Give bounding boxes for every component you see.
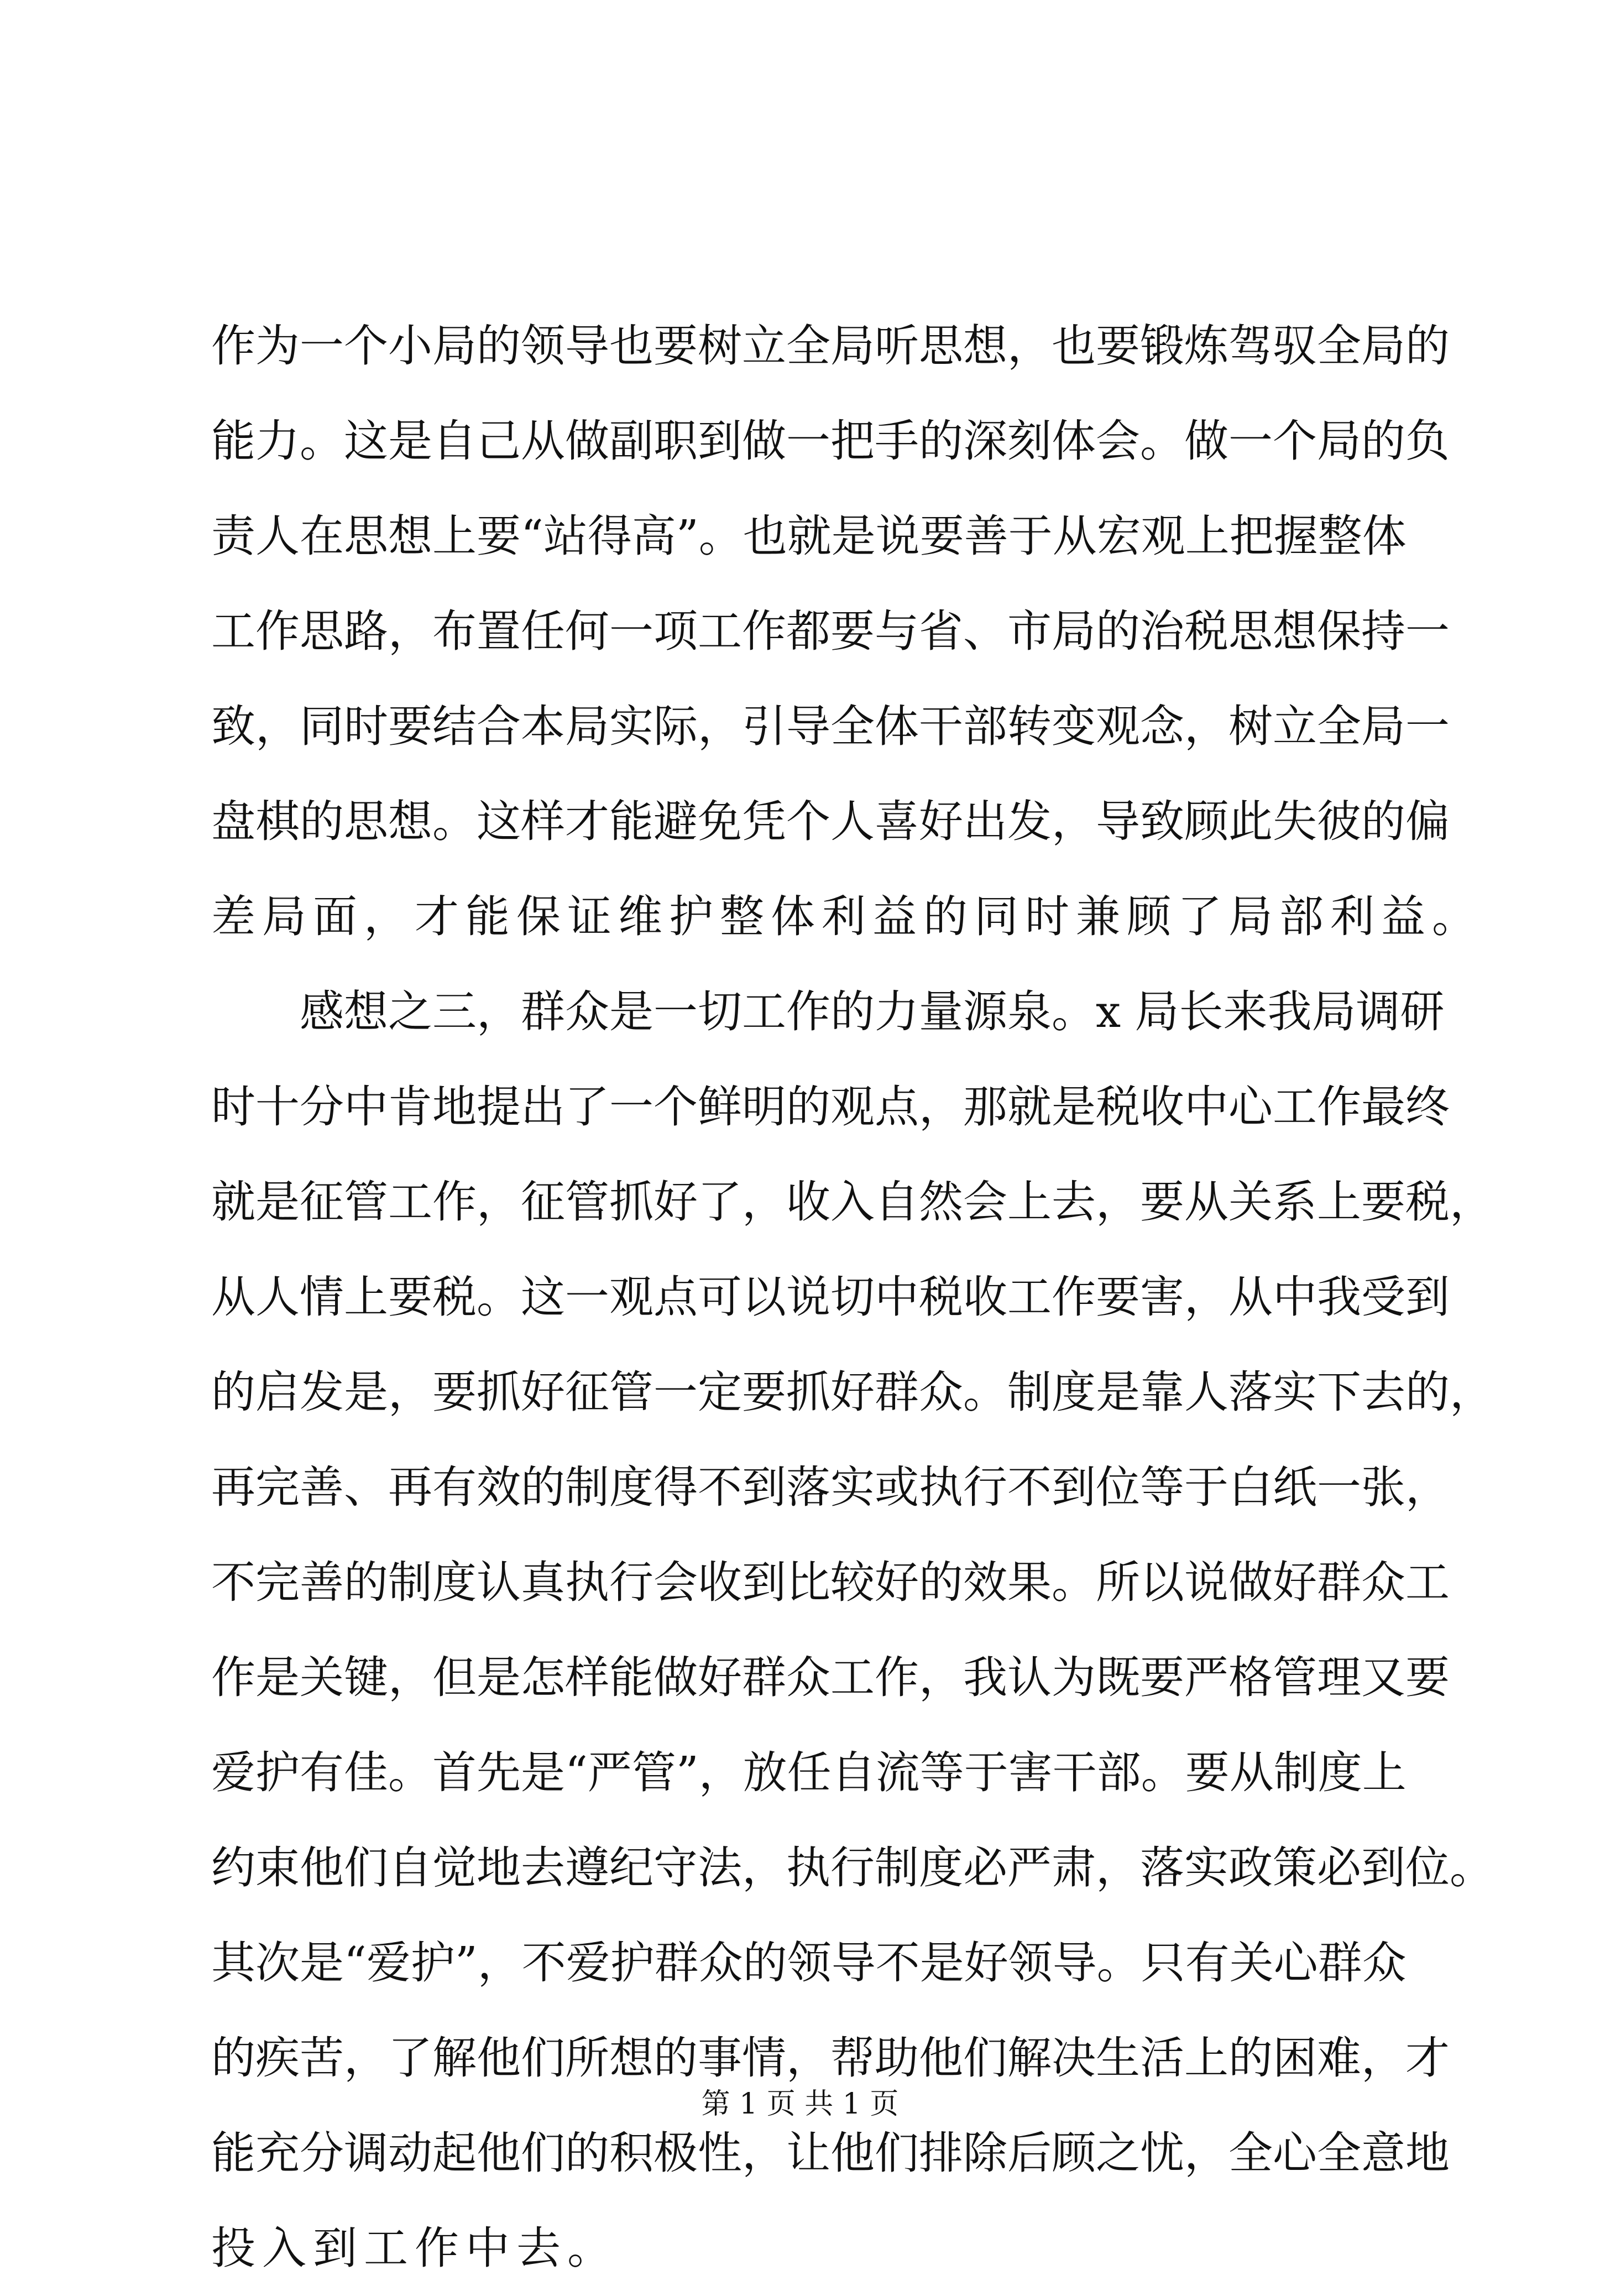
document-body xyxy=(211,299,1494,2296)
text-line: 就是征管工作，征管抓好了，收入自然会上去，要从关系上要税， xyxy=(211,1176,1494,1228)
text-line: 差局面，才能保证维护整体利益的同时兼顾了局部利益。 xyxy=(211,891,1483,942)
page-number-footer: 第 1 页 共 1 页 xyxy=(701,2088,899,2121)
text-line: 的疾苦，了解他们所想的事情，帮助他们解决生活上的困难，才 xyxy=(211,2032,1450,2084)
text-line: 能充分调动起他们的积极性，让他们排除后顾之忧，全心全意地 xyxy=(211,2127,1450,2179)
text-line: 的启发是，要抓好征管一定要抓好群众。制度是靠人落实下去的， xyxy=(211,1366,1494,1418)
text-line: 责人在思想上要“站得高”。也就是说要善于从宏观上把握整体 xyxy=(211,510,1406,562)
text-line: 爱护有佳。首先是“严管”，放任自流等于害干部。要从制度上 xyxy=(211,1747,1406,1798)
text-line: 能力。这是自己从做副职到做一把手的深刻体会。做一个局的负 xyxy=(211,415,1450,467)
text-line: 时十分中肯地提出了一个鲜明的观点，那就是税收中心工作最终 xyxy=(211,1081,1450,1133)
text-line: 作是关键，但是怎样能做好群众工作，我认为既要严格管理又要 xyxy=(211,1652,1450,1703)
text-line: 感想之三，群众是一切工作的力量源泉。x 局长来我局调研 xyxy=(300,986,1445,1037)
text-line: 工作思路，布置任何一项工作都要与省、市局的治税思想保持一 xyxy=(211,606,1450,657)
text-line: 从人情上要税。这一观点可以说切中税收工作要害，从中我受到 xyxy=(211,1271,1450,1323)
text-line: 不完善的制度认真执行会收到比较好的效果。所以说做好群众工 xyxy=(211,1557,1450,1608)
text-line: 致，同时要结合本局实际，引导全体干部转变观念，树立全局一 xyxy=(211,701,1450,752)
text-line: 盘棋的思想。这样才能避免凭个人喜好出发，导致顾此失彼的偏 xyxy=(211,796,1450,847)
text-line: 再完善、再有效的制度得不到落实或执行不到位等于白纸一张， xyxy=(211,1462,1450,1513)
text-line: 约束他们自觉地去遵纪守法，执行制度必严肃，落实政策必到位。 xyxy=(211,1842,1494,1893)
text-line: 作为一个小局的领导也要树立全局听思想，也要锻炼驾驭全局的 xyxy=(211,320,1450,372)
text-line: 投入到工作中去。 xyxy=(211,2222,618,2274)
text-line: 其次是“爱护”，不爱护群众的领导不是好领导。只有关心群众 xyxy=(211,1937,1406,1989)
